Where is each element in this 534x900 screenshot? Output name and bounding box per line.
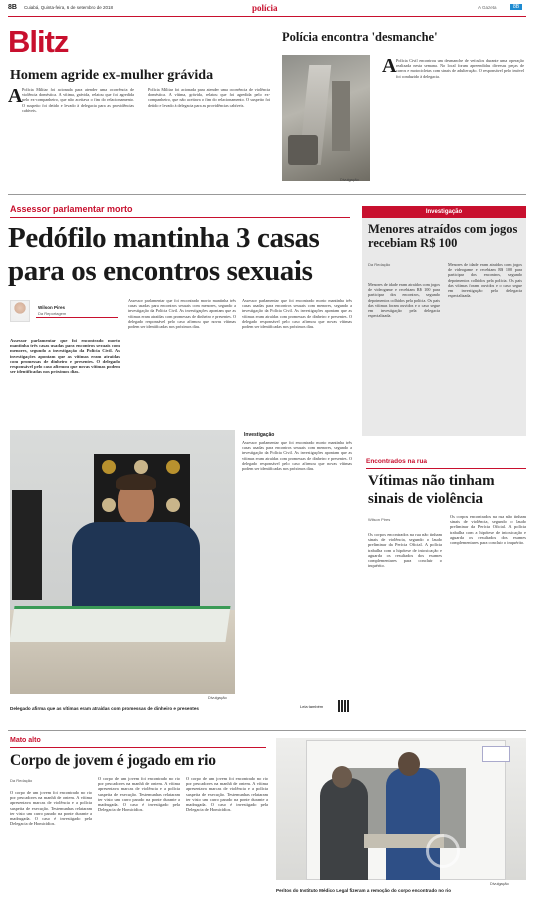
- blitz-story1-body: [8, 87, 270, 173]
- main-text-col2: Assessor parlamentar que foi encontrado morto mantinha três casas usadas para encontros sexuais com menores, segundo a investigação da Polícia Civil. As investigações apontam que as vítimas eram atraídas com promessas de dinheiro e presentes. O delegado responsável pelo caso afirmou que novas vítimas podem ser identificadas nos próximos dias.: [128, 298, 236, 330]
- bottom-divider: [8, 730, 526, 731]
- main-photo-credit: Divulgação: [208, 696, 227, 700]
- qr-icon: [338, 700, 350, 712]
- blitz-story2-headline: Polícia encontra 'desmanche': [282, 30, 438, 44]
- blitz-title: Blitz: [8, 24, 69, 59]
- main-text-col1: Assessor parlamentar que foi encontrado morto mantinha três casas usadas para encontros sexuais com menores, segundo a investigação da Polícia Civil. As investigações apontam que as vítimas eram atraídas com promessas de dinheiro e presentes. O delegado responsável pelo caso afirmou que novas vítimas podem ser identificadas nos próximos dias.: [10, 338, 120, 375]
- sidebar1-headline: Menores atraídos com jogos recebiam R$ 100: [368, 222, 518, 250]
- bottom-photo-credit: Divulgação: [490, 882, 509, 886]
- main-footer-tag: Leia também: [300, 704, 324, 709]
- bottom-text-col3: O corpo de um jovem foi encontrado no rio por pescadores na manhã de ontem. A vítima apresentava marcas de violência e a polícia suspeita de execução. Testemunhas relataram ter visto um carro parado na ponte durante a madrugada. O caso é investigado pela Delegacia de Homicídios.: [186, 776, 268, 813]
- page-badge: 8B: [510, 4, 522, 10]
- blitz-story1-headline: Homem agride ex-mulher grávida: [10, 68, 214, 83]
- main-subhead: Investigação: [244, 432, 275, 438]
- remocao-photo: [276, 738, 526, 880]
- bottom-text-col1: O corpo de um jovem foi encontrado no rio por pescadores na manhã de ontem. A vítima apresentava marcas de violência e a polícia suspeita de execução. Testemunhas relataram ter visto um carro parado na ponte durante a madrugada. O caso é investigado pela Delegacia de Homicídios.: [10, 790, 92, 827]
- author-rule: [36, 317, 118, 318]
- main-photo-caption: Delegado afirma que as vítimas eram atraídas com promessas de dinheiro e presentes: [10, 706, 199, 711]
- sidebar1-kicker: Investigação: [362, 206, 526, 218]
- desmanche-photo-credit: Divulgação: [340, 178, 359, 182]
- bottom-kicker-rule: [10, 747, 266, 748]
- sidebar2-text-col1: Os corpos encontrados na rua não tinham sinais de violência, segundo o laudo preliminar da Perícia Oficial. A polícia trabalha com a hipótese de intoxicação e aguarda os resultados dos exames complementares para concluir o inquérito.: [368, 532, 442, 569]
- bottom-headline: Corpo de jovem é jogado em rio: [10, 752, 216, 769]
- sidebar1-text-col2: Menores de idade eram atraídos com jogos de videogame e recebiam R$ 100 para participar dos encontros, segundo depoimentos colhidos pela polícia. Os pais das vítimas foram ouvidos e o caso segue em investigação pela delegacia especializada.: [448, 262, 522, 299]
- worker-1-head: [332, 766, 352, 788]
- main-text-col3b: Assessor parlamentar que foi encontrado morto mantinha três casas usadas para encontros sexuais com menores, segundo a investigação da Polícia Civil. As investigações apontam que as vítimas eram atraídas com promessas de dinheiro e presentes. O delegado responsável pelo caso afirmou que novas vítimas podem ser identificadas nos próximos dias.: [242, 440, 352, 472]
- sign-top-right: [482, 746, 510, 762]
- main-kicker-rule: [10, 217, 350, 218]
- delegado-photo: [10, 430, 235, 694]
- section-label: polícia: [252, 3, 278, 13]
- sidebar1-text-col1: Menores de idade eram atraídos com jogos de videogame e recebiam R$ 100 para participar dos encontros, segundo depoimentos colhidos pela polícia. Os pais das vítimas foram ouvidos e o caso segue em investigação pela delegacia especializada.: [368, 282, 440, 319]
- sidebar2-text-col2: Os corpos encontrados na rua não tinham sinais de violência, segundo o laudo preliminar da Perícia Oficial. A polícia trabalha com a hipótese de intoxicação e aguarda os resultados dos exames complementares para concluir o inquérito.: [450, 514, 526, 546]
- sidebar2-kicker: Encontrados na rua: [366, 458, 428, 465]
- desmanche-photo: [282, 55, 370, 181]
- drop-cap: A: [8, 85, 23, 107]
- worker-1: [320, 778, 368, 880]
- sidebar1-byline: Da Redação: [368, 262, 391, 267]
- bottom-photo-caption: Peritos do Instituto Médico Legal fizeram a remoção do corpo encontrado no rio: [276, 888, 452, 893]
- sidebar2-rule: [366, 468, 526, 469]
- blitz-story2-body: [376, 55, 526, 176]
- author-sub: Da Reportagem: [38, 311, 67, 316]
- sidebar2-headline: Vítimas não tinham sinais de violência: [368, 473, 495, 507]
- person-hair: [116, 474, 156, 490]
- author-avatar: [10, 300, 30, 322]
- story1-text-col1: Polícia Militar foi acionada para atender uma ocorrência de violência doméstica. A vítima, grávida, relatou que foi agredida pelo ex-companheiro, que não aceitava o fim do relacionamento. O suspeito foi detido e levado à delegacia para as providências cabíveis.: [22, 87, 134, 113]
- page-number: 8B: [8, 4, 17, 11]
- date-line: Cuiabá, Quinta-feira, 6 de setembro de 2018: [24, 5, 114, 10]
- monitor: [12, 490, 42, 600]
- header-rule: [8, 16, 526, 17]
- worker-2-head: [398, 752, 420, 776]
- bottom-text-col2: O corpo de um jovem foi encontrado no rio por pescadores na manhã de ontem. A vítima apresentava marcas de violência e a polícia suspeita de execução. Testemunhas relataram ter visto um carro parado na ponte durante a madrugada. O caso é investigado pela Delegacia de Homicídios.: [98, 776, 180, 813]
- papers: [10, 606, 231, 642]
- section-divider: [8, 194, 526, 195]
- main-kicker: Assessor parlamentar morto: [10, 204, 133, 214]
- header-right-text: A Gazeta: [478, 5, 497, 10]
- author-name: Wilson Pires: [38, 305, 65, 310]
- drop-cap: A: [382, 55, 397, 77]
- main-headline: Pedófilo mantinha 3 casas para os encontros sexuais: [8, 222, 320, 287]
- story2-text: Polícia Civil encontrou um desmanche de veículos durante uma operação realizada nesta semana. No local foram apreendidas diversas peças de carros e motocicletas com sinais de adulteração. O responsável pelo imóvel foi conduzido à delegacia.: [396, 58, 524, 79]
- watermark-logo: [426, 834, 460, 868]
- story1-text-col2: Polícia Militar foi acionada para atender uma ocorrência de violência doméstica. A vítima, grávida, relatou que foi agredida pelo ex-companheiro, que não aceitava o fim do relacionamento. O suspeito foi detido e levado à delegacia para as providências cabíveis.: [148, 87, 270, 108]
- sidebar2-byline: Wilson Pires: [368, 517, 391, 522]
- bottom-kicker: Mato alto: [10, 737, 41, 744]
- bottom-byline: Da Redação: [10, 778, 33, 783]
- main-text-col3: Assessor parlamentar que foi encontrado morto mantinha três casas usadas para encontros sexuais com menores, segundo a investigação da Polícia Civil. As investigações apontam que as vítimas eram atraídas com promessas de dinheiro e presentes. O delegado responsável pelo caso afirmou que novas vítimas podem ser identificadas nos próximos dias.: [242, 298, 352, 330]
